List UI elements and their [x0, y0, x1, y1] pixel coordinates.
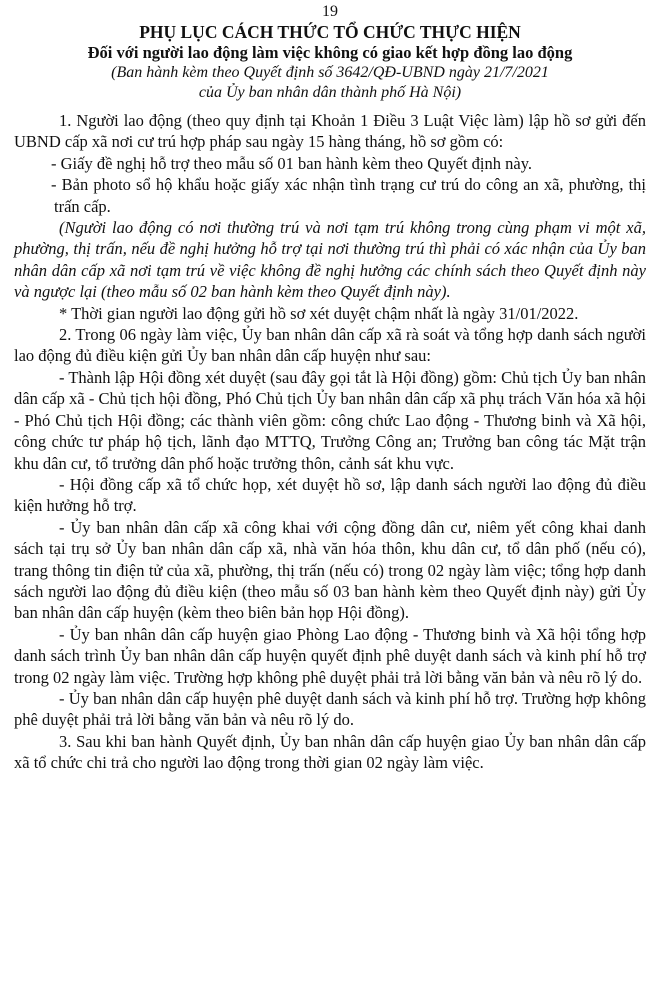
- list-item: - Ủy ban nhân dân cấp xã công khai với cộng đồng dân cư, niêm yết công khai danh sách tại trụ sở Ủy ban nhân dân cấp xã, nhà văn hóa thôn, khu dân cư, tổ dân phố (nếu có), trang thông tin điện tử của xã, phường, thị trấn (nếu có) trong 02 ngày làm việc; tổng hợp danh sách người lao động đủ điều kiện (theo mẫu số 03 ban hành kèm theo Quyết định này) gửi Ủy ban nhân dân cấp huyện (kèm theo biên bản họp Hội đồng).: [14, 517, 646, 623]
- list-item: - Giấy đề nghị hỗ trợ theo mẫu số 01 ban hành kèm theo Quyết định này.: [51, 153, 533, 173]
- decree-reference-line-1: (Ban hành kèm theo Quyết định số 3642/QĐ-UBND ngày 21/7/2021: [111, 64, 549, 81]
- list-item: - Hội đồng cấp xã tổ chức họp, xét duyệt hồ sơ, lập danh sách người lao động đủ điều kiện hưởng hỗ trợ.: [14, 474, 646, 516]
- document-body: [14, 110, 646, 774]
- list-item: - Ủy ban nhân dân cấp huyện phê duyệt danh sách và kinh phí hỗ trợ. Trường hợp không phê duyệt phải trả lời bằng văn bản và nêu rõ lý do.: [14, 688, 646, 730]
- paragraph-section-2: 2. Trong 06 ngày làm việc, Ủy ban nhân dân cấp xã rà soát và tổng hợp danh sách người lao động đủ điều kiện gửi Ủy ban nhân dân cấp huyện như sau:: [14, 325, 646, 366]
- list-item: - Ủy ban nhân dân cấp huyện giao Phòng Lao động - Thương binh và Xã hội tổng hợp danh sách trình Ủy ban nhân dân cấp huyện quyết định phê duyệt danh sách và kinh phí hỗ trợ trong 02 ngày làm việc. Trường hợp không phê duyệt phải trả lời bằng văn bản và nêu rõ lý do.: [14, 624, 646, 687]
- deadline-note: * Thời gian người lao động gửi hồ sơ xét duyệt chậm nhất là ngày 31/01/2022.: [59, 303, 579, 323]
- italic-note: (Người lao động có nơi thường trú và nơi tạm trú không trong cùng phạm vi một xã, phường, thị trấn, nếu đề nghị hưởng hỗ trợ tại nơi thường trú thì phải có xác nhận của Ủy ban nhân dân cấp xã nơi tạm trú về việc không đề nghị hưởng các chính sách theo Quyết định này và ngược lại (theo mẫu số 02 ban hành kèm theo Quyết định này).: [14, 218, 646, 302]
- paragraph-section-3: 3. Sau khi ban hành Quyết định, Ủy ban nhân dân cấp huyện giao Ủy ban nhân dân cấp xã tổ chức chi trả cho người lao động trong thời gian 02 ngày làm việc.: [14, 731, 646, 773]
- document-subtitle: Đối với người lao động làm việc không có giao kết hợp đồng lao động: [87, 43, 573, 62]
- document-title: PHỤ LỤC CÁCH THỨC TỔ CHỨC THỰC HIỆN: [139, 22, 521, 42]
- page-number: 19: [322, 3, 338, 20]
- list-item: - Bản photo sổ hộ khẩu hoặc giấy xác nhận tình trạng cư trú do công an xã, phường, thị trấn cấp.: [51, 175, 646, 216]
- decree-reference-line-2: của Ủy ban nhân dân thành phố Hà Nội): [198, 84, 462, 101]
- list-item: - Thành lập Hội đồng xét duyệt (sau đây gọi tắt là Hội đồng) gồm: Chủ tịch Ủy ban nhân dân cấp xã - Chủ tịch hội đồng, Phó Chủ tịch Ủy ban nhân dân cấp xã phụ trách Văn hóa xã hội - Phó Chủ tịch Hội đồng; các thành viên gồm: công chức Lao động - Thương binh và Xã hội, công chức tư pháp hộ tịch, lãnh đạo MTTQ, Trưởng Công an; Trưởng ban công tác Mặt trận khu dân cư, tổ trưởng dân phố hoặc trưởng thôn, cảnh sát khu vực.: [14, 367, 646, 473]
- paragraph-section-1: 1. Người lao động (theo quy định tại Khoản 1 Điều 3 Luật Việc làm) lập hồ sơ gửi đến UBND cấp xã nơi cư trú hợp pháp sau ngày 15 hàng tháng, hồ sơ gồm có:: [14, 111, 646, 152]
